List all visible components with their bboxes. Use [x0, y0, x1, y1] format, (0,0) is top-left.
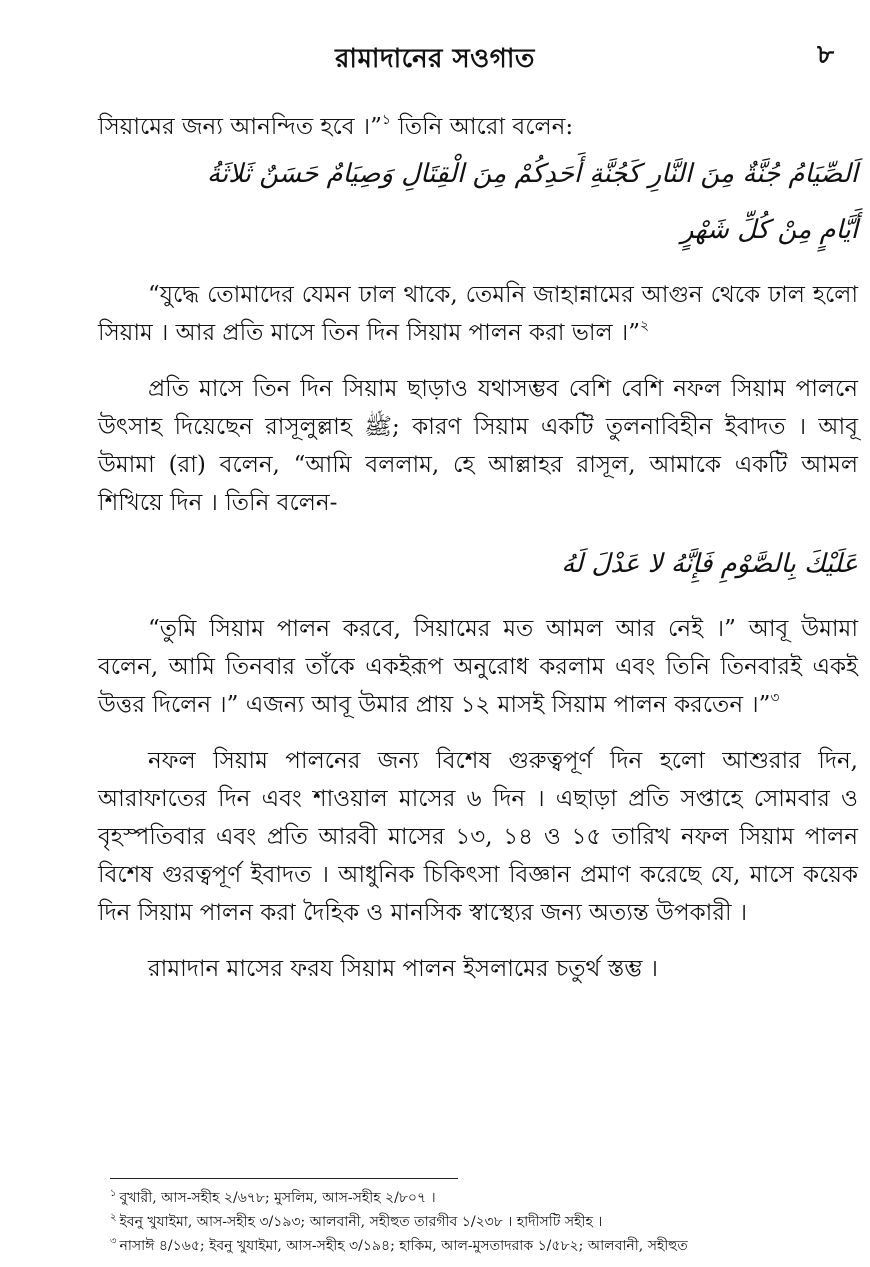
paragraph-6: রামাদান মাসের ফরয সিয়াম পালন ইসলামের চতুর্থ স্তম্ভ ।	[148, 956, 659, 982]
paragraph-4	[98, 610, 858, 724]
page-body	[98, 108, 858, 988]
footnote-ref-2: ২	[639, 318, 650, 334]
paragraph-4-text: “তুমি সিয়াম পালন করবে, সিয়ামের মত আমল আর নেই ।” আবূ উমামা বলেন, আমি তিনবার তাঁকে একইরূপ অনুরোধ করলাম এবং তিনি তিনবারই একই উত্তর দিলেন ।” এজন্য আবূ উমার প্রায় ১২ মাসই সিয়াম পালন করতেন ।”	[98, 616, 858, 718]
paragraph-1-continuation: তিনি আরো বলেন:	[390, 114, 574, 140]
footnote-ref-1: ১	[381, 112, 391, 128]
footnotes	[110, 1186, 856, 1258]
footnote-1-text: বুখারী, আস-সহীহ ২/৬৭৮; মুসলিম, আস-সহীহ ২/৮০৭ ।	[119, 1190, 436, 1206]
arabic-quote-1-line-1: اَلصِّيَامُ جُنَّةٌ مِنَ النَّارِ كَجُنَّةِ أَحَدِكُمْ مِنَ الْقِتَالِ وَصِيَامٌ حَسَنٌ ثَلاثَةُ	[207, 159, 858, 189]
footnote-separator	[110, 1178, 458, 1179]
footnote-2	[110, 1210, 856, 1234]
footnote-3-text: নাসাঈ ৪/১৬৫; ইবনু খুযাইমা, আস-সহীহ ৩/১৯৪; হাকিম, আল-মুসতাদরাক ১/৫৮২; আলবানী, সহীহুত	[119, 1238, 688, 1254]
footnote-2-text: ইবনু খুযাইমা, আস-সহীহ ৩/১৯৩; আলবানী, সহীহুত তারগীব ১/২৩৮ । হাদীসটি সহীহ ।	[119, 1214, 603, 1230]
footnote-1-mark: ১	[110, 1188, 117, 1199]
footnote-ref-3: ৩	[770, 690, 780, 706]
paragraph-1	[98, 108, 858, 146]
footnote-3-mark: ৩	[110, 1236, 117, 1247]
footnote-3	[110, 1234, 856, 1258]
paragraph-2	[98, 276, 858, 352]
page-number: ৮	[817, 40, 834, 70]
arabic-quote-1	[98, 146, 858, 258]
running-header-title: রামাদানের সওগাত	[335, 44, 535, 74]
footnote-2-mark: ২	[110, 1212, 117, 1223]
arabic-quote-1-line-2: أَيَّامٍ مِنْ كُلِّ شَهْرٍ	[680, 215, 858, 245]
paragraph-3: প্রতি মাসে তিন দিন সিয়াম ছাড়াও যথাসম্ভব বেশি বেশি নফল সিয়াম পালনে উৎসাহ দিয়েছেন রাসূলুল্লাহ ﷺ; কারণ সিয়াম একটি তুলনাবিহীন ইবাদত । আবূ উমামা (রা) বলেন, “আমি বললাম, হে আল্লাহর রাসূল, আমাকে একটি আমল শিখিয়ে দিন । তিনি বলেন-	[98, 376, 859, 516]
footnote-1	[110, 1186, 856, 1210]
paragraph-2-text: “যুদ্ধে তোমাদের যেমন ঢাল থাকে, তেমনি জাহান্নামের আগুন থেকে ঢাল হলো সিয়াম । আর প্রতি মাসে তিন দিন সিয়াম পালন করা ভাল ।”	[98, 282, 858, 346]
paragraph-1-text: সিয়ামের জন্য আনন্দিত হবে ।”	[98, 114, 382, 140]
paragraph-5: নফল সিয়াম পালনের জন্য বিশেষ গুরুত্বপূর্ণ দিন হলো আশুরার দিন, আরাফাতের দিন এবং শাওয়াল মাসের ৬ দিন । এছাড়া প্রতি সপ্তাহে সোমবার ও বৃহস্পতিবার এবং প্রতি আরবী মাসের ১৩, ১৪ ও ১৫ তারিখ নফল সিয়াম পালন বিশেষ গুরত্বপূর্ণ ইবাদত । আধুনিক চিকিৎসা বিজ্ঞান প্রমাণ করেছে যে, মাসে কয়েক দিন সিয়াম পালন করা দৈহিক ও মানসিক স্বাস্থ্যের জন্য অত্যন্ত উপকারী ।	[98, 748, 858, 926]
arabic-quote-2: عَلَيْكَ بِالصَّوْمِ فَإِنَّهُ لا عَدْلَ لَهُ	[561, 549, 858, 579]
